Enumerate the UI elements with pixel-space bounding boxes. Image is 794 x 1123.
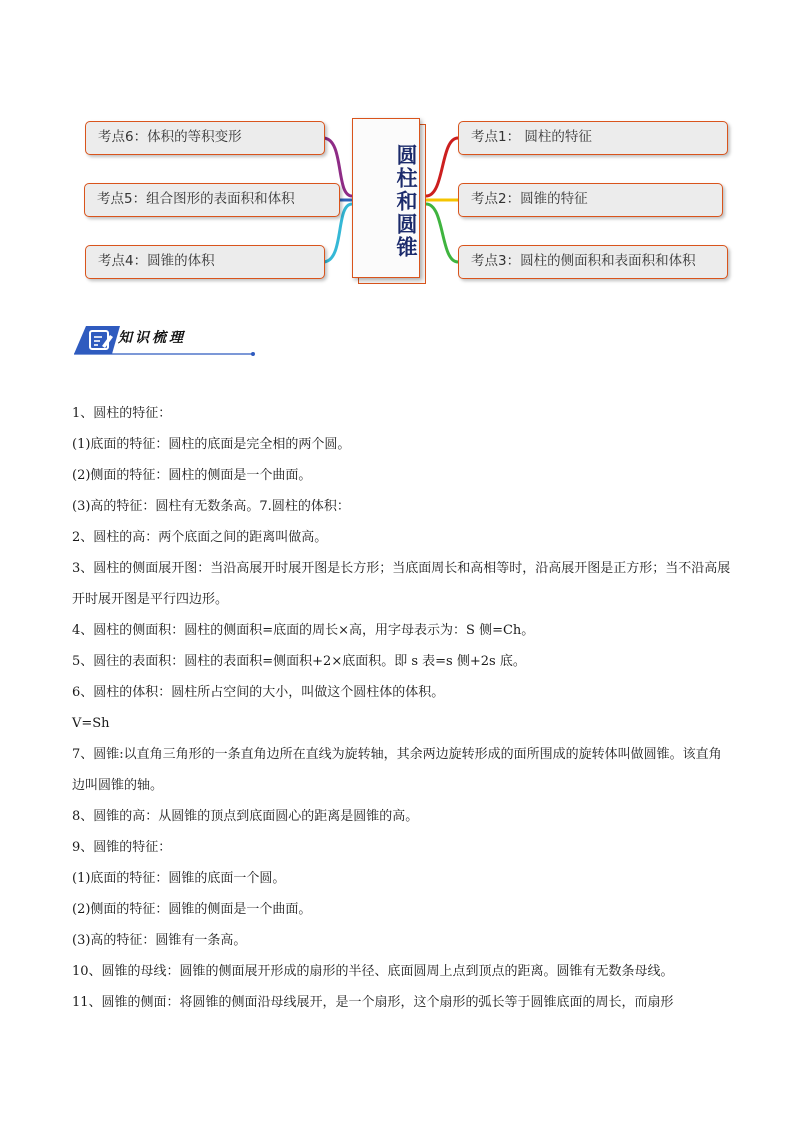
paragraph: 2、圆柱的高：两个底面之间的距离叫做高。 — [72, 530, 328, 545]
topic-label: 考点5：组合图形的表面积和体积 — [97, 191, 295, 207]
paragraph: (1)底面的特征：圆柱的底面是完全相的两个圆。 — [72, 437, 351, 452]
paragraph: (2)侧面的特征：圆锥的侧面是一个曲面。 — [72, 902, 312, 917]
paragraph: 5、圆往的表面积：圆柱的表面积=侧面积+2×底面积。即 s 表=s 侧+2s 底。 — [72, 654, 526, 669]
paragraph: 3、圆柱的侧面展开图：当沿高展开时展开图是长方形；当底面周长和高相等时，沿高展开图是正方形；当不沿高展开时展开图是平行四边形。 — [72, 561, 731, 607]
paragraph: 4、圆柱的侧面积：圆柱的侧面积=底面的周长×高，用字母表示为：S 侧=Ch。 — [72, 623, 535, 638]
paragraph: 6、圆柱的体积：圆柱所占空间的大小，叫做这个圆柱体的体积。 — [72, 685, 445, 700]
paragraph: V=Sh — [72, 716, 110, 731]
paragraph: 10、圆锥的母线：圆锥的侧面展开形成的扇形的半径、底面圆周上点到顶点的距离。圆锥有无数条母线。 — [72, 964, 674, 979]
topic-label: 考点4：圆锥的体积 — [98, 253, 215, 269]
connector-right-bottom — [426, 204, 458, 262]
paragraph: (3)高的特征：圆柱有无数条高。7.圆柱的体积： — [72, 499, 350, 514]
topic-box-5 — [84, 183, 340, 217]
paragraph: (2)侧面的特征：圆柱的侧面是一个曲面。 — [72, 468, 312, 483]
topic-label: 考点2：圆锥的特征 — [471, 191, 588, 207]
paragraph: (1)底面的特征：圆锥的底面一个圆。 — [72, 871, 286, 886]
topic-box-6 — [85, 121, 325, 155]
connector-right-top — [426, 138, 458, 196]
paragraph: 7、圆锥:以直角三角形的一条直角边所在直线为旋转轴，其余两边旋转形成的面所围成的旋转体叫做圆锥。该直角边叫圆锥的轴。 — [72, 747, 722, 793]
paragraph: (3)高的特征：圆锥有一条高。 — [72, 933, 247, 948]
mind-map — [0, 0, 794, 300]
center-topic — [352, 118, 426, 283]
topic-box-1 — [458, 121, 728, 155]
knowledge-content — [72, 398, 732, 1018]
paragraph: 1、圆柱的特征： — [72, 406, 172, 421]
topic-label: 考点1： 圆柱的特征 — [471, 129, 592, 145]
section-title: 知识梳理 — [118, 330, 186, 346]
topic-box-2 — [458, 183, 723, 217]
topic-box-4 — [85, 245, 325, 279]
section-underline-dot — [251, 352, 255, 356]
topic-box-3 — [458, 245, 728, 279]
paragraph: 9、圆锥的特征： — [72, 840, 172, 855]
topic-label: 考点3：圆柱的侧面积和表面积和体积 — [471, 253, 696, 269]
center-topic-title: 圆柱和圆锥 — [394, 143, 418, 259]
paragraph: 8、圆锥的高：从圆锥的顶点到底面圆心的距离是圆锥的高。 — [72, 809, 419, 824]
topic-label: 考点6：体积的等积变形 — [98, 129, 242, 145]
paragraph: 11、圆锥的侧面：将圆锥的侧面沿母线展开，是一个扇形，这个扇形的弧长等于圆锥底面的周长，而扇形 — [72, 995, 674, 1010]
center-topic-card — [352, 118, 420, 278]
